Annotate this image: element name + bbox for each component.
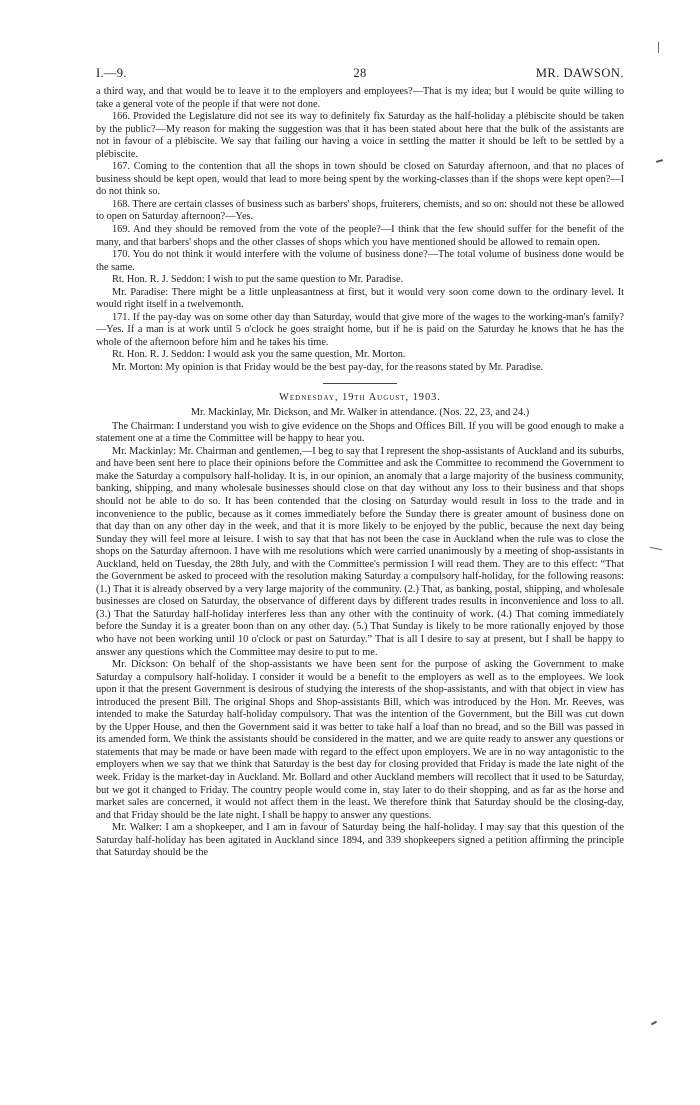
- question-paragraph: 167. Coming to the contention that all the shops in town should be closed on Saturday afternoon, and that no places of business should be kept open, would that lead to more being spent by the working-classes than if the shops were kept open?—I do not think so.: [96, 161, 624, 198]
- witness-name: MR. DAWSON.: [535, 66, 624, 80]
- attendance-line: Mr. Mackinlay, Mr. Dickson, and Mr. Walker in attendance. (Nos. 22, 23, and 24.): [190, 407, 530, 419]
- question-paragraph: 168. There are certain classes of business such as barbers' shops, fruiterers, chemists, and so on: should not these be allowed to open on Saturday afternoon?—Yes.: [96, 198, 624, 223]
- question-paragraph: 166. Provided the Legislature did not see its way to definitely fix Saturday as the half-holiday a plébiscite should be taken by the public?—My reason for making the suggestion was that it has been stated about here that the bulk of the assistants are not in favour of a plébiscite. We say that failing our having a voice in settling the matter it should be left to be settled by a plébiscite.: [96, 111, 624, 160]
- margin-mark: [658, 42, 659, 53]
- section-divider: [323, 383, 397, 384]
- margin-mark: [650, 547, 662, 550]
- speaker-paragraph: Mr. Morton: My opinion is that Friday would be the best pay-day, for the reasons stated by Mr. Paradise.: [112, 362, 544, 374]
- speaker-paragraph: The Chairman: I understand you wish to give evidence on the Shops and Offices Bill. If you will be good enough to make a statement one at a time the Committee will be happy to hear you.: [96, 420, 624, 445]
- speaker-paragraph: Rt. Hon. R. J. Seddon: I wish to put the same question to Mr. Paradise.: [112, 274, 404, 286]
- speaker-paragraph: Mr. Walker: I am a shopkeeper, and I am in favour of Saturday being the half-holiday. I may say that this question of the Saturday half-holiday has been agitated in Auckland since 1894, and 339 shopkeepers signed a petition affirming the principle that Saturday should be the: [96, 822, 624, 859]
- question-paragraph: 170. You do not think it would interfere with the volume of business done?—The total volume of business done would be the same.: [96, 249, 624, 273]
- document-body: [96, 86, 624, 860]
- paragraph: a third way, and that would be to leave it to the employers and employees?—That is my idea; but I would be quite willing to take a general vote of the people if that were not done.: [96, 86, 624, 110]
- document-reference: I.—9.: [96, 66, 127, 80]
- running-header: [96, 66, 624, 82]
- speaker-paragraph: Mr. Paradise: There might be a little unpleasantness at first, but it would very soon come down to the ordinary level. It would right itself in a twelvemonth.: [96, 286, 624, 311]
- margin-mark: [656, 159, 663, 163]
- speaker-paragraph: Rt. Hon. R. J. Seddon: I would ask you the same question, Mr. Morton.: [112, 349, 406, 361]
- speaker-paragraph: Mr. Mackinlay: Mr. Chairman and gentlemen,—I beg to say that I represent the shop-assistants of Auckland and its suburbs, and have been sent here to place their opinions before the Committee and ask the Committee to recommend the Government to make the Saturday a compulsory half-holiday. It is, in our opinion, an anomaly that a large majority of the business community, banking, shipping, and many wholesale businesses should close on that day without any loss to their business and that shops should not be able to do so. It has been contended that the closing on Saturday would result in loss to the trade and in inconvenience to the public, because as it comes immediately before the Sunday there is greater amount of business done on that day than on any other day in the week, and that it is more likely to be enjoyed by the public, because the next day being Sunday they will feel more at leisure. I wish to say that that has not been the case in Auckland when the rule was to close the shops on the Saturday afternoon. I have with me resolutions which were carried unanimously by a meeting of shop-assistants in Auckland, held on Tuesday, the 28th July, and with the Committee's permission I will read them. They are to this effect: “That the Government be asked to proceed with the resolution making Saturday a compulsory half-holiday, for the following reasons: (1.) That it is already observed by a very large majority of the community. (2.) That, as banking, postal, shipping, and wholesale businesses are closed on Saturday, the observance of different days by different trades results in inconvenience and loss to all. (3.) That the Saturday half-holiday interferes less than any other with the continuity of work. (4.) That coming immediately before the Sunday it is a greater boon than on any other day. (5.) That Sunday is likely to be more rationally enjoyed by those who have not been working until 10 o'clock or past on Saturday.” That is all I desire to say at present, but I shall be happy to answer any questions which the Committee may desire to put to me.: [96, 445, 624, 658]
- question-paragraph: 169. And they should be removed from the vote of the people?—I think that the few should suffer for the benefit of the many, and that barbers' shops and the other classes of shops which you have mentioned should be allowed to remain open.: [96, 224, 624, 248]
- margin-mark: [651, 1021, 657, 1026]
- speaker-paragraph: Mr. Dickson: On behalf of the shop-assistants we have been sent for the purpose of asking the Government to make Saturday a compulsory half-holiday. I consider it would be a benefit to the employers as well as to the employees. We look upon it that the present Government is desirous of studying the interests of the shop-assistants, and with that object in view has introduced the present Bill. The original Shops and Shop-assistants Bill, which was introduced by the Hon. Mr. Reeves, was intended to make the Saturday half-holiday compulsory. That was the intention of the Government, but the Bill was cut down by the Upper House, and then the Government said it was better to take half a loaf than no bread, and so the Bill was passed in its amended form. We think the assistants should be considered in the matter, and we are quite ready to answer any questions or statements that may be made or have been made with regard to the effect upon employers. We are in no way antagonistic to the employers when we say that we think that Saturday is the best day for closing provided that Friday is made the late night of the week. Friday is the market-day in Auckland. Mr. Bollard and other Auckland members will recollect that it used to be Saturday, but we got it changed to Friday. The country people would come in, stay later to do their shopping, and as far as the horse and market sales are concerned, it would not affect them in the least. We therefore think that Saturday should be the closing-day, and that Friday should be the late night. I shall be happy to answer any questions.: [96, 659, 624, 821]
- question-paragraph: 171. If the pay-day was on some other day than Saturday, would that give more of the wages to the working-man's family?—Yes. If a man is at work until 5 o'clock he goes straight home, but if he is paid on the Saturday he knows that he has the whole of the afternoon before him and he takes his time.: [96, 311, 624, 348]
- date-heading: Wednesday, 19th August, 1903.: [279, 391, 441, 403]
- page-number: 28: [353, 66, 367, 80]
